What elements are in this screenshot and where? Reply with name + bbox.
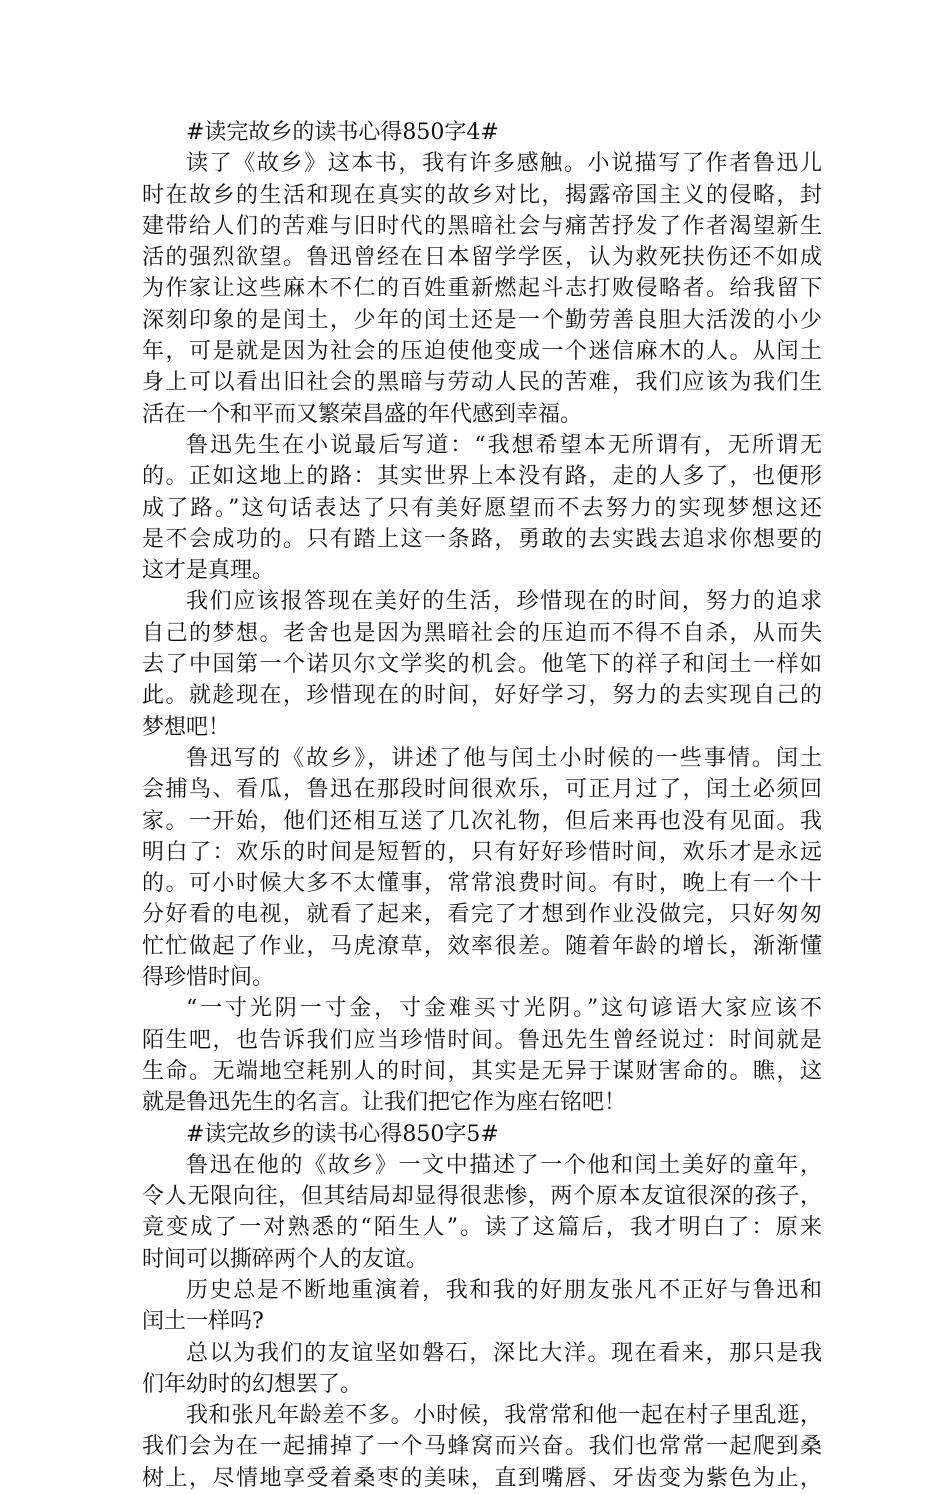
text-line: 陌生吧，也告诉我们应当珍惜时间。鲁迅先生曾经说过：时间就是 xyxy=(142,1027,822,1053)
text-line: 分好看的电视，就看了起来，看完了才想到作业没做完，只好匆匆 xyxy=(142,902,822,928)
text-line: 时间可以撕碎两个人的友谊。 xyxy=(142,1246,429,1272)
document-page xyxy=(142,117,822,1494)
text-line: 总以为我们的友谊坚如磐石，深比大洋。现在看来，那只是我 xyxy=(186,1340,822,1366)
text-line: 们年幼时的幻想罢了。 xyxy=(142,1371,363,1397)
text-line: 历史总是不断地重演着，我和我的好朋友张凡不正好与鲁迅和 xyxy=(186,1277,822,1303)
text-line: 鲁迅写的《故乡》，讲述了他与闰土小时候的一些事情。闰土 xyxy=(186,745,822,771)
section-heading: #读完故乡的读书心得850字4# xyxy=(186,120,499,145)
text-line: 竟变成了一对熟悉的“陌生人”。读了这篇后，我才明白了：原来 xyxy=(142,1215,822,1241)
text-line: 生命。无端地空耗别人的时间，其实是无异于谋财害命的。瞧，这 xyxy=(142,1058,822,1084)
text-line: 忙忙做起了作业，马虎潦草，效率很差。随着年龄的增长，渐渐懂 xyxy=(142,933,822,959)
text-line: 我们会为在一起捕掉了一个马蜂窝而兴奋。我们也常常一起爬到桑 xyxy=(142,1434,822,1460)
text-line: 就是鲁迅先生的名言。让我们把它作为座右铭吧！ xyxy=(142,1090,627,1116)
text-line: 我们应该报答现在美好的生活，珍惜现在的时间，努力的追求 xyxy=(186,589,822,615)
text-line: 闰土一样吗? xyxy=(142,1309,264,1335)
text-line: 活的强烈欲望。鲁迅曾经在日本留学学医，认为救死扶伤还不如成 xyxy=(142,245,822,271)
text-line: 鲁迅先生在小说最后写道：“我想希望本无所谓有，无所谓无 xyxy=(186,432,822,458)
text-line: “一寸光阴一寸金，寸金难买寸光阴。”这句谚语大家应该不 xyxy=(186,996,822,1022)
text-line: 的。可小时候大多不太懂事，常常浪费时间。有时，晚上有一个十 xyxy=(142,871,822,897)
text-line: 会捕鸟、看瓜，鲁迅在那段时间很欢乐，可正月过了，闰土必须回 xyxy=(142,777,822,803)
text-line: 明白了：欢乐的时间是短暂的，只有好好珍惜时间，欢乐才是永远 xyxy=(142,839,822,865)
text-line: 此。就趁现在，珍惜现在的时间，好好学习，努力的去实现自己的 xyxy=(142,683,822,709)
text-line: 建带给人们的苦难与旧时代的黑暗社会与痛苦抒发了作者渴望新生 xyxy=(142,213,822,239)
text-line: 身上可以看出旧社会的黑暗与劳动人民的苦难，我们应该为我们生 xyxy=(142,370,822,396)
text-line: 令人无限向往，但其结局却显得很悲惨，两个原本友谊很深的孩子， xyxy=(142,1184,822,1210)
text-line: 活在一个和平而又繁荣昌盛的年代感到幸福。 xyxy=(142,401,583,427)
text-line: 鲁迅在他的《故乡》一文中描述了一个他和闰土美好的童年， xyxy=(186,1152,822,1178)
text-line: 的。正如这地上的路：其实世界上本没有路，走的人多了，也便形 xyxy=(142,464,822,490)
text-line: 得珍惜时间。 xyxy=(142,965,275,991)
text-line: 时在故乡的生活和现在真实的故乡对比，揭露帝国主义的侵略，封 xyxy=(142,182,822,208)
section-heading: #读完故乡的读书心得850字5# xyxy=(186,1121,499,1147)
text-line: 读了《故乡》这本书，我有许多感触。小说描写了作者鲁迅儿 xyxy=(186,151,822,177)
text-line: 年，可是就是因为社会的压迫使他变成一个迷信麻木的人。从闰土 xyxy=(142,339,822,365)
text-line: 深刻印象的是闰土，少年的闰土还是一个勤劳善良胆大活泼的小少 xyxy=(142,307,822,333)
text-line: 去了中国第一个诺贝尔文学奖的机会。他笔下的祥子和闰土一样如 xyxy=(142,652,822,678)
text-line: 树上，尽情地享受着桑枣的美味，直到嘴唇、牙齿变为紫色为止， xyxy=(142,1465,822,1491)
text-line: 家。一开始，他们还相互送了几次礼物，但后来再也没有见面。我 xyxy=(142,808,822,834)
text-line: 是不会成功的。只有踏上这一条路，勇敢的去实践去追求你想要的 xyxy=(142,526,822,552)
text-line: 梦想吧！ xyxy=(142,714,231,740)
text-line: 自己的梦想。老舍也是因为黑暗社会的压迫而不得不自杀，从而失 xyxy=(142,620,822,646)
text-line: 成了路。”这句话表达了只有美好愿望而不去努力的实现梦想这还 xyxy=(142,495,822,521)
text-line: 为作家让这些麻木不仁的百姓重新燃起斗志打败侵略者。给我留下 xyxy=(142,276,822,302)
text-line: 这才是真理。 xyxy=(142,558,275,584)
text-line: 我和张凡年龄差不多。小时候，我常常和他一起在村子里乱逛， xyxy=(186,1403,822,1429)
